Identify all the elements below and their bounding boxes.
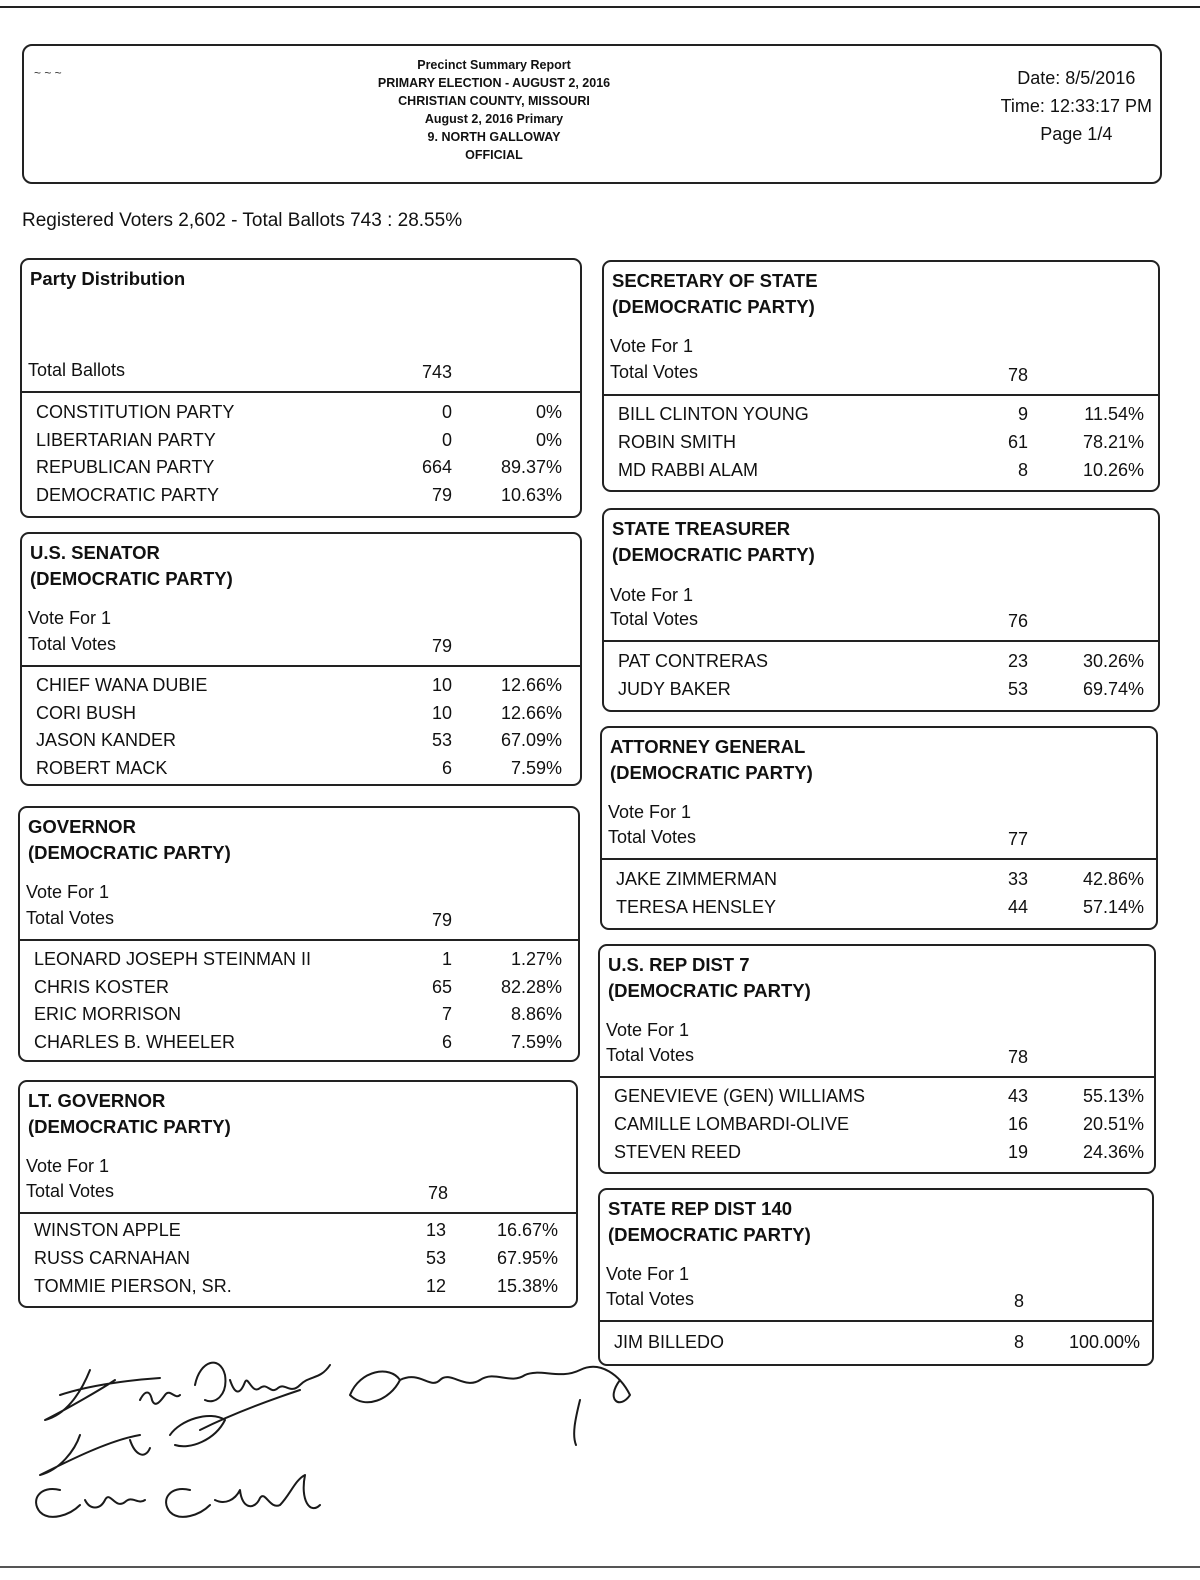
candidate-percent: 12.66% <box>500 675 562 695</box>
total-votes-value: 78 <box>427 1183 448 1203</box>
candidate-votes: 33 <box>1007 869 1028 889</box>
candidate-votes: 61 <box>1007 432 1028 452</box>
primary-name: August 2, 2016 Primary <box>424 112 564 126</box>
candidate-percent: 16.67% <box>496 1220 558 1240</box>
race-box-us-rep-dist-7 <box>598 944 1156 1174</box>
race-title-party: (DEMOCRATIC PARTY) <box>30 568 233 589</box>
race-box-attorney-general <box>600 726 1158 930</box>
party-votes: 0 <box>441 430 452 450</box>
total-votes-label: Total Votes <box>610 609 699 629</box>
candidate-percent: 1.27% <box>510 949 562 969</box>
party-votes: 0 <box>441 402 452 422</box>
candidate-name: CORI BUSH <box>36 703 137 723</box>
scan-edge-top <box>0 0 1200 8</box>
candidate-name: ROBIN SMITH <box>618 432 737 452</box>
race-title-party: (DEMOCRATIC PARTY) <box>608 1224 811 1245</box>
candidate-name: TERESA HENSLEY <box>616 897 777 917</box>
race-title-office: STATE TREASURER <box>612 518 791 539</box>
total-votes-label: Total Votes <box>26 1181 115 1201</box>
divider <box>20 1212 576 1214</box>
report-title: Precinct Summary Report <box>417 58 571 72</box>
candidate-name: STEVEN REED <box>614 1142 742 1162</box>
divider <box>600 1076 1154 1078</box>
candidate-votes: 6 <box>441 758 452 778</box>
divider <box>22 665 580 667</box>
candidate-percent: 15.38% <box>496 1276 558 1296</box>
page-number: Page 1/4 <box>1040 124 1113 144</box>
candidate-percent: 7.59% <box>510 1032 562 1052</box>
candidate-votes: 53 <box>1007 679 1028 699</box>
signature-stroke <box>45 1370 180 1420</box>
race-title-party: (DEMOCRATIC PARTY) <box>28 842 231 863</box>
total-ballots-label: Total Ballots <box>28 360 126 380</box>
candidate-percent: 78.21% <box>1082 432 1144 452</box>
signature-stroke <box>195 1363 330 1402</box>
candidate-name: GENEVIEVE (GEN) WILLIAMS <box>614 1086 866 1106</box>
total-votes-value: 8 <box>1013 1291 1024 1311</box>
total-votes-value: 76 <box>1007 611 1028 631</box>
race-title <box>608 1196 811 1248</box>
vote-for-label: Vote For 1 <box>610 336 694 356</box>
total-votes-label: Total Votes <box>606 1289 695 1309</box>
candidate-percent: 42.86% <box>1082 869 1144 889</box>
candidate-votes: 10 <box>431 703 452 723</box>
divider <box>22 391 580 393</box>
candidate-name: CHIEF WANA DUBIE <box>36 675 208 695</box>
total-votes-value: 77 <box>1007 829 1028 849</box>
race-box-state-rep-dist-140 <box>598 1188 1154 1366</box>
total-votes-label: Total Votes <box>610 362 699 382</box>
race-title-office: STATE REP DIST 140 <box>608 1198 793 1219</box>
race-box-state-treasurer <box>602 508 1160 712</box>
candidate-percent: 12.66% <box>500 703 562 723</box>
total-votes-value: 78 <box>1007 365 1028 385</box>
candidate-votes: 10 <box>431 675 452 695</box>
candidate-votes: 8 <box>1017 460 1028 480</box>
candidate-name: JASON KANDER <box>36 730 177 750</box>
candidate-percent: 57.14% <box>1082 897 1144 917</box>
divider <box>602 858 1156 860</box>
total-ballots-value: 743 <box>421 362 452 382</box>
total-votes-label: Total Votes <box>26 908 115 928</box>
candidate-percent: 30.26% <box>1082 651 1144 671</box>
header-meta <box>1001 64 1152 148</box>
vote-for-label: Vote For 1 <box>26 882 110 902</box>
candidate-percent: 55.13% <box>1082 1086 1144 1106</box>
registered-voters-line: Registered Voters 2,602 - Total Ballots 743 : 28.55% <box>22 210 463 231</box>
total-votes-value: 78 <box>1007 1047 1028 1067</box>
official-status: OFFICIAL <box>465 148 523 162</box>
candidate-name: CHARLES B. WHEELER <box>34 1032 236 1052</box>
candidate-percent: 10.26% <box>1082 460 1144 480</box>
total-votes-value: 79 <box>431 910 452 930</box>
total-votes-label: Total Votes <box>606 1045 695 1065</box>
race-title-party: (DEMOCRATIC PARTY) <box>28 1116 231 1137</box>
handwritten-signatures <box>20 1340 660 1540</box>
race-title <box>612 516 815 568</box>
party-name: REPUBLICAN PARTY <box>36 457 215 477</box>
total-votes-value: 79 <box>431 636 452 656</box>
header-title-block <box>324 56 664 164</box>
vote-for-label: Vote For 1 <box>28 608 112 628</box>
total-votes-label: Total Votes <box>28 634 117 654</box>
divider <box>600 1320 1152 1322</box>
candidate-name: PAT CONTRERAS <box>618 651 769 671</box>
candidate-percent: 69.74% <box>1082 679 1144 699</box>
candidate-votes: 1 <box>441 949 452 969</box>
candidate-name: ERIC MORRISON <box>34 1004 182 1024</box>
header-marks: ~ ~ ~ <box>34 66 62 80</box>
race-box-us-senator <box>20 532 582 786</box>
race-title-office: SECRETARY OF STATE <box>612 270 818 291</box>
candidate-votes: 19 <box>1007 1142 1028 1162</box>
race-title-office: LT. GOVERNOR <box>28 1090 166 1111</box>
candidate-votes: 7 <box>441 1004 452 1024</box>
scan-edge-bottom <box>0 1566 1200 1568</box>
candidate-votes: 8 <box>1013 1332 1024 1352</box>
race-title-office: ATTORNEY GENERAL <box>610 736 806 757</box>
candidate-name: RUSS CARNAHAN <box>34 1248 191 1268</box>
race-box-lt-governor <box>18 1080 578 1308</box>
party-percent: 89.37% <box>500 457 562 477</box>
party-name: CONSTITUTION PARTY <box>36 402 235 422</box>
race-title-party: (DEMOCRATIC PARTY) <box>610 762 813 783</box>
vote-for-label: Vote For 1 <box>606 1020 690 1040</box>
party-percent: 0% <box>535 430 562 450</box>
candidate-votes: 65 <box>431 977 452 997</box>
candidate-percent: 67.09% <box>500 730 562 750</box>
race-box-governor <box>18 806 580 1062</box>
party-percent: 10.63% <box>500 485 562 505</box>
race-title <box>612 268 818 320</box>
candidate-votes: 53 <box>425 1248 446 1268</box>
candidate-name: MD RABBI ALAM <box>618 460 759 480</box>
vote-for-label: Vote For 1 <box>608 802 692 822</box>
report-time: Time: 12:33:17 PM <box>1000 96 1152 116</box>
county-name: CHRISTIAN COUNTY, MISSOURI <box>398 94 590 108</box>
race-title-party: (DEMOCRATIC PARTY) <box>608 980 811 1001</box>
candidate-votes: 9 <box>1017 404 1028 424</box>
race-title <box>28 1088 231 1140</box>
race-title-party: (DEMOCRATIC PARTY) <box>612 296 815 317</box>
race-title <box>610 734 813 786</box>
candidate-percent: 20.51% <box>1082 1114 1144 1134</box>
candidate-percent: 67.95% <box>496 1248 558 1268</box>
report-header <box>22 44 1162 184</box>
precinct-name: 9. NORTH GALLOWAY <box>427 130 561 144</box>
party-name: DEMOCRATIC PARTY <box>36 485 220 505</box>
race-title-office: U.S. REP DIST 7 <box>608 954 750 975</box>
candidate-name: JAKE ZIMMERMAN <box>616 869 778 889</box>
party-votes: 79 <box>431 485 452 505</box>
candidate-votes: 23 <box>1007 651 1028 671</box>
race-title-party: (DEMOCRATIC PARTY) <box>612 544 815 565</box>
vote-for-label: Vote For 1 <box>610 585 694 605</box>
candidate-percent: 82.28% <box>500 977 562 997</box>
race-title <box>30 540 233 592</box>
candidate-percent: 100.00% <box>1068 1332 1140 1352</box>
candidate-name: BILL CLINTON YOUNG <box>618 404 809 424</box>
candidate-name: WINSTON APPLE <box>34 1220 181 1240</box>
candidate-votes: 6 <box>441 1032 452 1052</box>
candidate-name: CAMILLE LOMBARDI-OLIVE <box>614 1114 850 1134</box>
candidate-votes: 53 <box>431 730 452 750</box>
divider <box>604 394 1158 396</box>
divider <box>604 640 1158 642</box>
signature-stroke <box>36 1475 320 1517</box>
signature-stroke <box>350 1367 630 1445</box>
race-box-secretary-of-state <box>602 260 1160 492</box>
candidate-percent: 24.36% <box>1082 1142 1144 1162</box>
race-title <box>28 814 231 866</box>
total-votes-label: Total Votes <box>608 827 697 847</box>
election-title: PRIMARY ELECTION - AUGUST 2, 2016 <box>377 76 611 90</box>
candidate-name: JUDY BAKER <box>618 679 731 699</box>
vote-for-label: Vote For 1 <box>26 1156 110 1176</box>
vote-for-label: Vote For 1 <box>606 1264 690 1284</box>
race-title-office: GOVERNOR <box>28 816 136 837</box>
candidate-name: ROBERT MACK <box>36 758 168 778</box>
candidate-percent: 8.86% <box>510 1004 562 1024</box>
candidate-votes: 43 <box>1007 1086 1028 1106</box>
divider <box>20 939 578 941</box>
candidate-name: LEONARD JOSEPH STEINMAN II <box>34 949 312 969</box>
candidate-votes: 13 <box>425 1220 446 1240</box>
candidate-percent: 11.54% <box>1084 404 1144 424</box>
candidate-name: JIM BILLEDO <box>614 1332 725 1352</box>
race-title-office: U.S. SENATOR <box>30 542 160 563</box>
party-distribution-box <box>20 258 582 518</box>
party-percent: 0% <box>535 402 562 422</box>
party-distribution-title: Party Distribution <box>30 268 186 289</box>
candidate-name: CHRIS KOSTER <box>34 977 170 997</box>
party-name: LIBERTARIAN PARTY <box>36 430 216 450</box>
report-date: Date: 8/5/2016 <box>1017 68 1136 88</box>
candidate-votes: 12 <box>425 1276 446 1296</box>
candidate-votes: 44 <box>1007 897 1028 917</box>
candidate-name: TOMMIE PIERSON, SR. <box>34 1276 232 1296</box>
candidate-percent: 7.59% <box>510 758 562 778</box>
party-votes: 664 <box>421 457 452 477</box>
candidate-votes: 16 <box>1007 1114 1028 1134</box>
race-title <box>608 952 811 1004</box>
